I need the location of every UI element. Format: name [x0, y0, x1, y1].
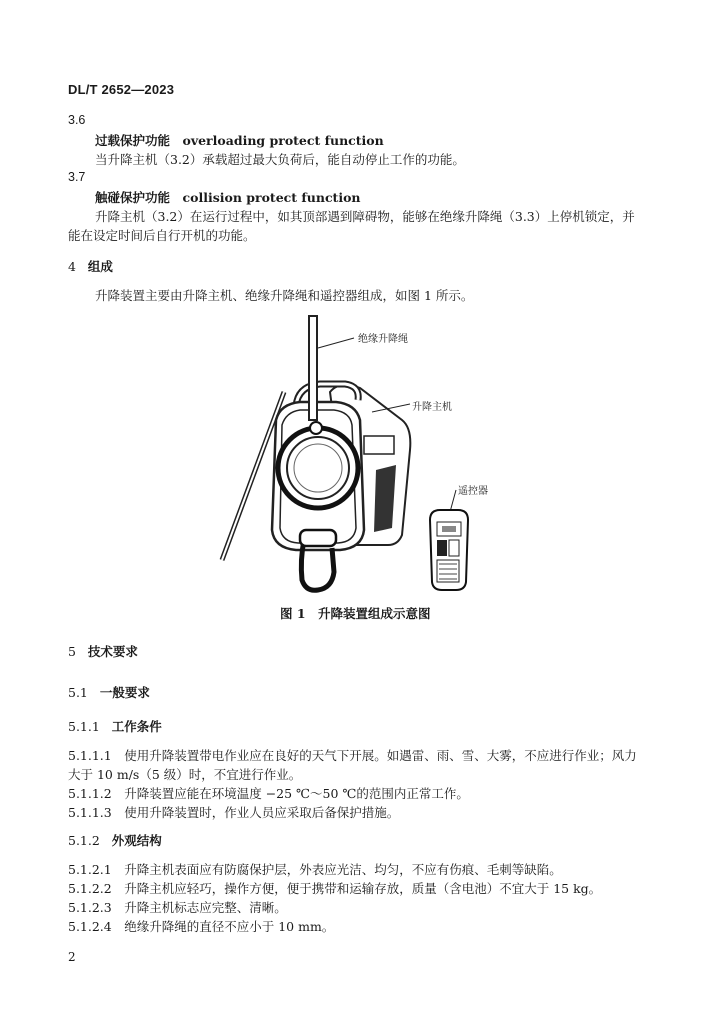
section-5-1-2-heading — [68, 831, 162, 849]
section-4-paragraph: 升降装置主要由升降主机、绝缘升降绳和遥控器组成，如图 1 所示。 — [95, 288, 474, 303]
section-5-1-1-number: 5.1.1 — [68, 719, 100, 734]
section-5-number: 5 — [68, 644, 76, 659]
section-5-1-2-number: 5.1.2 — [68, 833, 100, 848]
item-5-1-2-1: 5.1.2.1 升降主机表面应有防腐保护层，外表应光洁、均匀，不应有伤痕、毛刺等缺陷。 — [68, 862, 562, 877]
item-5-1-1-1-line2: 大于 10 m/s（5 级）时，不宜进行作业。 — [68, 767, 302, 782]
clause-3-6-definition: 当升降主机（3.2）承载超过最大负荷后，能自动停止工作的功能。 — [95, 152, 465, 167]
section-5-1-number: 5.1 — [68, 685, 88, 700]
section-5-1-1-title: 工作条件 — [111, 719, 162, 734]
figure-label-host: 升降主机 — [412, 402, 452, 413]
item-5-1-1-3: 5.1.1.3 使用升降装置时，作业人员应采取后备保护措施。 — [68, 805, 400, 820]
clause-3-6-term: 过载保护功能 overloading protect function — [95, 133, 384, 148]
section-5-1-2-title: 外观结构 — [111, 833, 162, 848]
page-number: 2 — [68, 950, 76, 964]
item-5-1-2-4: 5.1.2.4 绝缘升降绳的直径不应小于 10 mm。 — [68, 919, 335, 934]
clause-3-7-number: 3.7 — [68, 170, 86, 184]
insulated-rope — [309, 316, 317, 420]
clause-3-6-number: 3.6 — [68, 113, 86, 127]
clause-3-7-definition-line1: 升降主机（3.2）在运行过程中，如其顶部遇到障碍物，能够在绝缘升降绳（3.3）上停机锁定，并 — [95, 209, 635, 224]
section-5-1-1-heading — [68, 717, 162, 735]
item-5-1-2-2: 5.1.2.2 升降主机应轻巧，操作方便，便于携带和运输存放，质量（含电池）不宜大于 15 kg。 — [68, 881, 602, 896]
figure-label-remote: 遥控器 — [458, 486, 488, 497]
section-4-number: 4 — [68, 259, 76, 274]
document-code: DL/T 2652—2023 — [68, 82, 175, 97]
item-5-1-1-2: 5.1.1.2 升降装置应能在环境温度 −25 ℃～50 ℃的范围内正常工作。 — [68, 786, 469, 801]
item-5-1-1-1-line1: 5.1.1.1 使用升降装置带电作业应在良好的天气下开展。如遇雷、雨、雪、大雾，不应进行作业；风力 — [68, 748, 637, 763]
section-5-1-title: 一般要求 — [99, 685, 150, 700]
section-5-title: 技术要求 — [87, 644, 138, 659]
clause-3-7-term: 触碰保护功能 collision protect function — [95, 190, 361, 205]
item-5-1-2-3: 5.1.2.3 升降主机标志应完整、清晰。 — [68, 900, 287, 915]
figure-1-caption: 图 1 升降装置组成示意图 — [280, 606, 431, 621]
section-5-heading — [68, 642, 138, 660]
figure-label-rope: 绝缘升降绳 — [358, 334, 408, 345]
clause-3-7-definition-line2: 能在设定时间后自行开机的功能。 — [68, 228, 256, 243]
section-5-1-heading — [68, 683, 150, 701]
section-4-title: 组成 — [87, 259, 113, 274]
